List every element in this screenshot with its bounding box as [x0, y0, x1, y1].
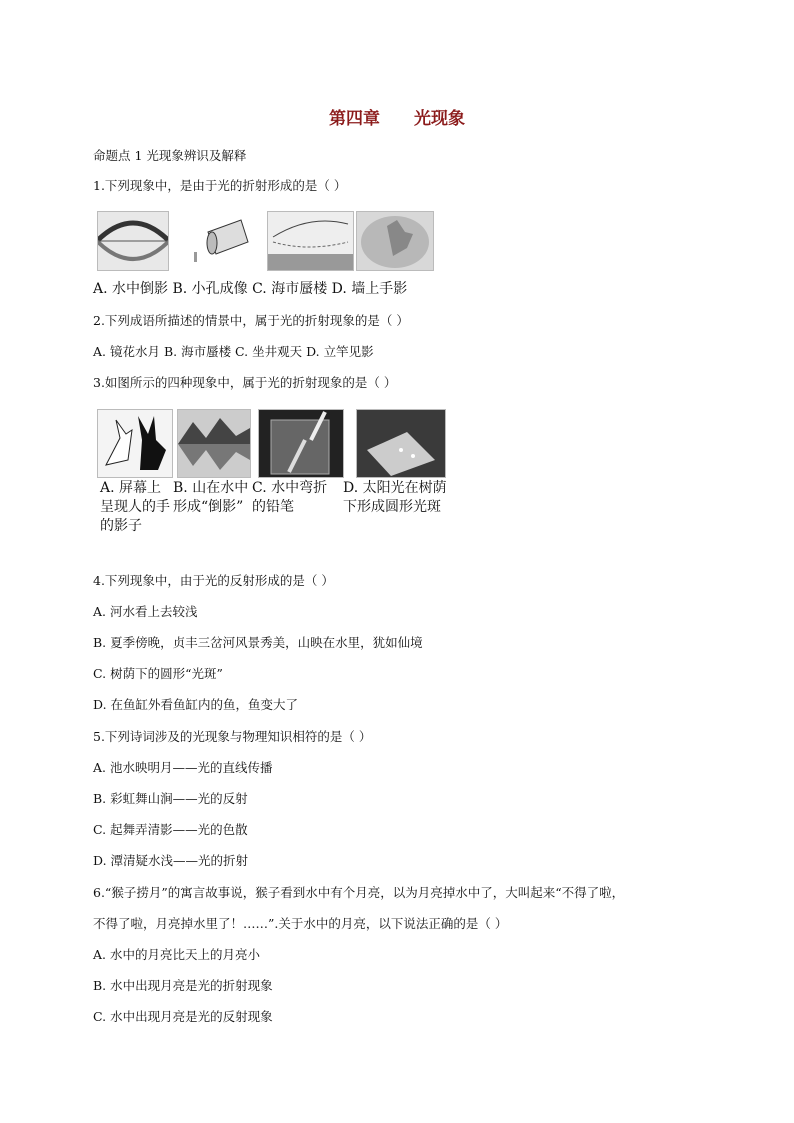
question-3-stem: 3.如图所示的四种现象中，属于光的折射现象的是（ ） [93, 375, 397, 390]
q3-caption-d: D. 太阳光在树荫下形成圆形光斑 [343, 480, 447, 515]
hand-shadow-illustration [357, 212, 433, 270]
question-5-option-d: D. 潭清疑水浅——光的折射 [93, 853, 249, 868]
q3-caption-c: C. 水中弯折的铅笔 [252, 480, 328, 515]
mountain-reflection-illustration [178, 410, 250, 477]
rabbit-shadow-illustration [98, 410, 172, 477]
mirage-illustration [268, 212, 353, 270]
question-4-option-c: C. 树荫下的圆形“光斑” [93, 666, 223, 681]
question-1-options: A. 水中倒影 B. 小孔成像 C. 海市蜃楼 D. 墙上手影 [93, 281, 408, 297]
question-6-stem-line-2: 不得了啦，月亮掉水里了！……”.关于水中的月亮，以下说法正确的是（ ） [93, 916, 508, 931]
q3-image-light-spots [356, 409, 446, 478]
question-6-option-a: A. 水中的月亮比天上的月亮小 [93, 947, 260, 962]
question-6-stem-line-1: 6.“猴子捞月”的寓言故事说，猴子看到水中有个月亮，以为月亮掉水中了，大叫起来“不得了啦， [93, 885, 625, 900]
question-6-option-c: C. 水中出现月亮是光的反射现象 [93, 1009, 273, 1024]
q3-caption-a: A. 屏幕上呈现人的手的影子 [100, 480, 170, 534]
question-5-option-a: A. 池水映明月——光的直线传播 [93, 760, 273, 775]
q1-image-bridge-reflection [97, 211, 169, 271]
section-heading: 命题点 1 光现象辨识及解释 [93, 148, 247, 163]
question-4-option-a: A. 河水看上去较浅 [93, 604, 198, 619]
question-5-stem: 5.下列诗词涉及的光现象与物理知识相符的是（ ） [93, 729, 372, 744]
question-2-stem: 2.下列成语所描述的情景中，属于光的折射现象的是（ ） [93, 313, 409, 328]
chapter-number: 第四章 [329, 109, 381, 129]
question-4-option-d: D. 在鱼缸外看鱼缸内的鱼，鱼变大了 [93, 697, 299, 712]
question-1-stem: 1.下列现象中，是由于光的折射形成的是（ ） [93, 178, 347, 193]
q3-image-mountain-reflection [177, 409, 251, 478]
chapter-name: 光现象 [413, 109, 465, 129]
question-4-option-b: B. 夏季傍晚，贞丰三岔河风景秀美，山映在水里，犹如仙境 [93, 635, 423, 650]
question-2-options: A. 镜花水月 B. 海市蜃楼 C. 坐井观天 D. 立竿见影 [93, 344, 374, 359]
q3-image-hand-shadow [97, 409, 173, 478]
question-5-option-b: B. 彩虹舞山涧——光的反射 [93, 791, 248, 806]
q1-image-mirage [267, 211, 354, 271]
q3-image-bent-pencil [258, 409, 344, 478]
question-4-stem: 4.下列现象中，由于光的反射形成的是（ ） [93, 573, 334, 588]
bent-pencil-illustration [259, 410, 343, 477]
chapter-title [0, 104, 794, 129]
bridge-reflection-illustration [98, 212, 168, 270]
question-5-option-c: C. 起舞弄清影——光的色散 [93, 822, 248, 837]
light-spots-illustration [357, 410, 445, 477]
q1-image-hand-shadow [356, 211, 434, 271]
pinhole-camera-illustration [186, 212, 258, 270]
q3-caption-b: B. 山在水中形成“倒影” [173, 480, 249, 515]
q1-image-pinhole [185, 211, 259, 271]
question-6-option-b: B. 水中出现月亮是光的折射现象 [93, 978, 273, 993]
